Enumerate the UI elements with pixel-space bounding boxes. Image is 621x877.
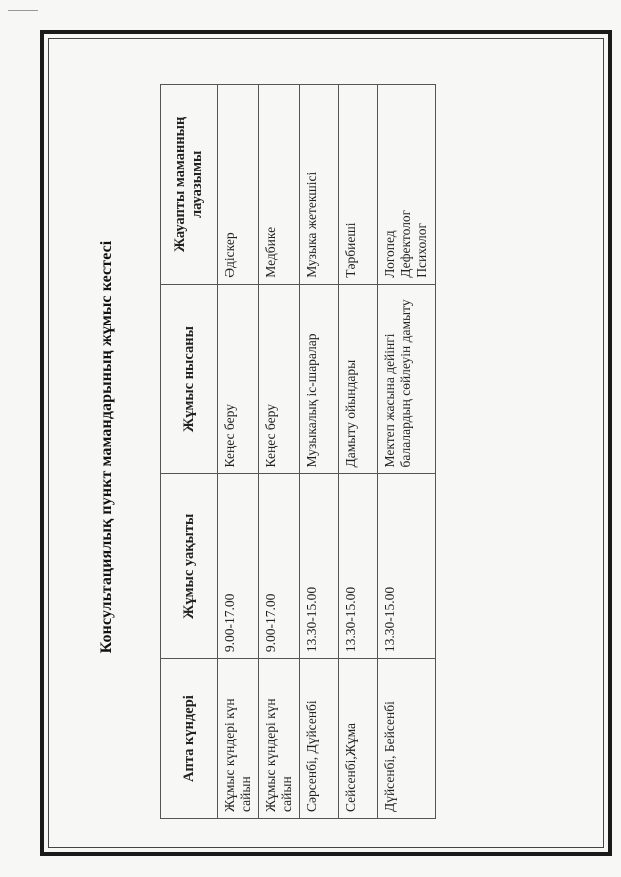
header-time: Жұмыс уақыты [161, 474, 218, 659]
cell-time: 9.00-17.00 [259, 474, 300, 659]
table-row [339, 85, 378, 819]
cell-position: Әдіскер [218, 85, 259, 285]
table-row [259, 85, 300, 819]
cell-time: 9.00-17.00 [218, 474, 259, 659]
position-line: Дефектолог [398, 209, 414, 278]
cell-position: Тәрбиеші [339, 85, 378, 285]
position-line: Психолог [414, 222, 430, 278]
header-days: Апта күндері [161, 659, 218, 819]
cell-position [378, 85, 436, 285]
cell-form: Кеңес беру [218, 284, 259, 474]
cell-position: Медбике [259, 85, 300, 285]
cell-form: Кеңес беру [259, 284, 300, 474]
cell-time: 13.30-15.00 [378, 474, 436, 659]
cell-days: Дүйсенбі, Бейсенбі [378, 659, 436, 819]
table-row [218, 85, 259, 819]
rotated-page-content [90, 67, 530, 827]
cell-days: Жұмыс күндері күн сайын [218, 659, 259, 819]
header-position: Жауапты маманның лауазымы [161, 85, 218, 285]
schedule-table [160, 84, 436, 819]
cell-time: 13.30-15.00 [339, 474, 378, 659]
cell-days: Сәрсенбі, Дүйсенбі [300, 659, 339, 819]
cell-position: Музыка жетекшісі [300, 85, 339, 285]
document-title: Консультациялық пункт мамандарының жұмыс кестесі [98, 240, 115, 654]
header-form: Жұмыс нысаны [161, 284, 218, 474]
cell-form: Музыкалық іс-шаралар [300, 284, 339, 474]
scan-mark [8, 10, 38, 17]
cell-form: Дамыту ойындары [339, 284, 378, 474]
cell-time: 13.30-15.00 [300, 474, 339, 659]
cell-days: Жұмыс күндері күн сайын [259, 659, 300, 819]
position-line: Логопед [382, 230, 397, 278]
table-row [300, 85, 339, 819]
table-header-row [161, 85, 218, 819]
cell-days: Сейсенбі,Жұма [339, 659, 378, 819]
table-row [378, 85, 436, 819]
cell-form: Мектеп жасына дейінгі балалардың сөйлеуін дамыту [378, 284, 436, 474]
